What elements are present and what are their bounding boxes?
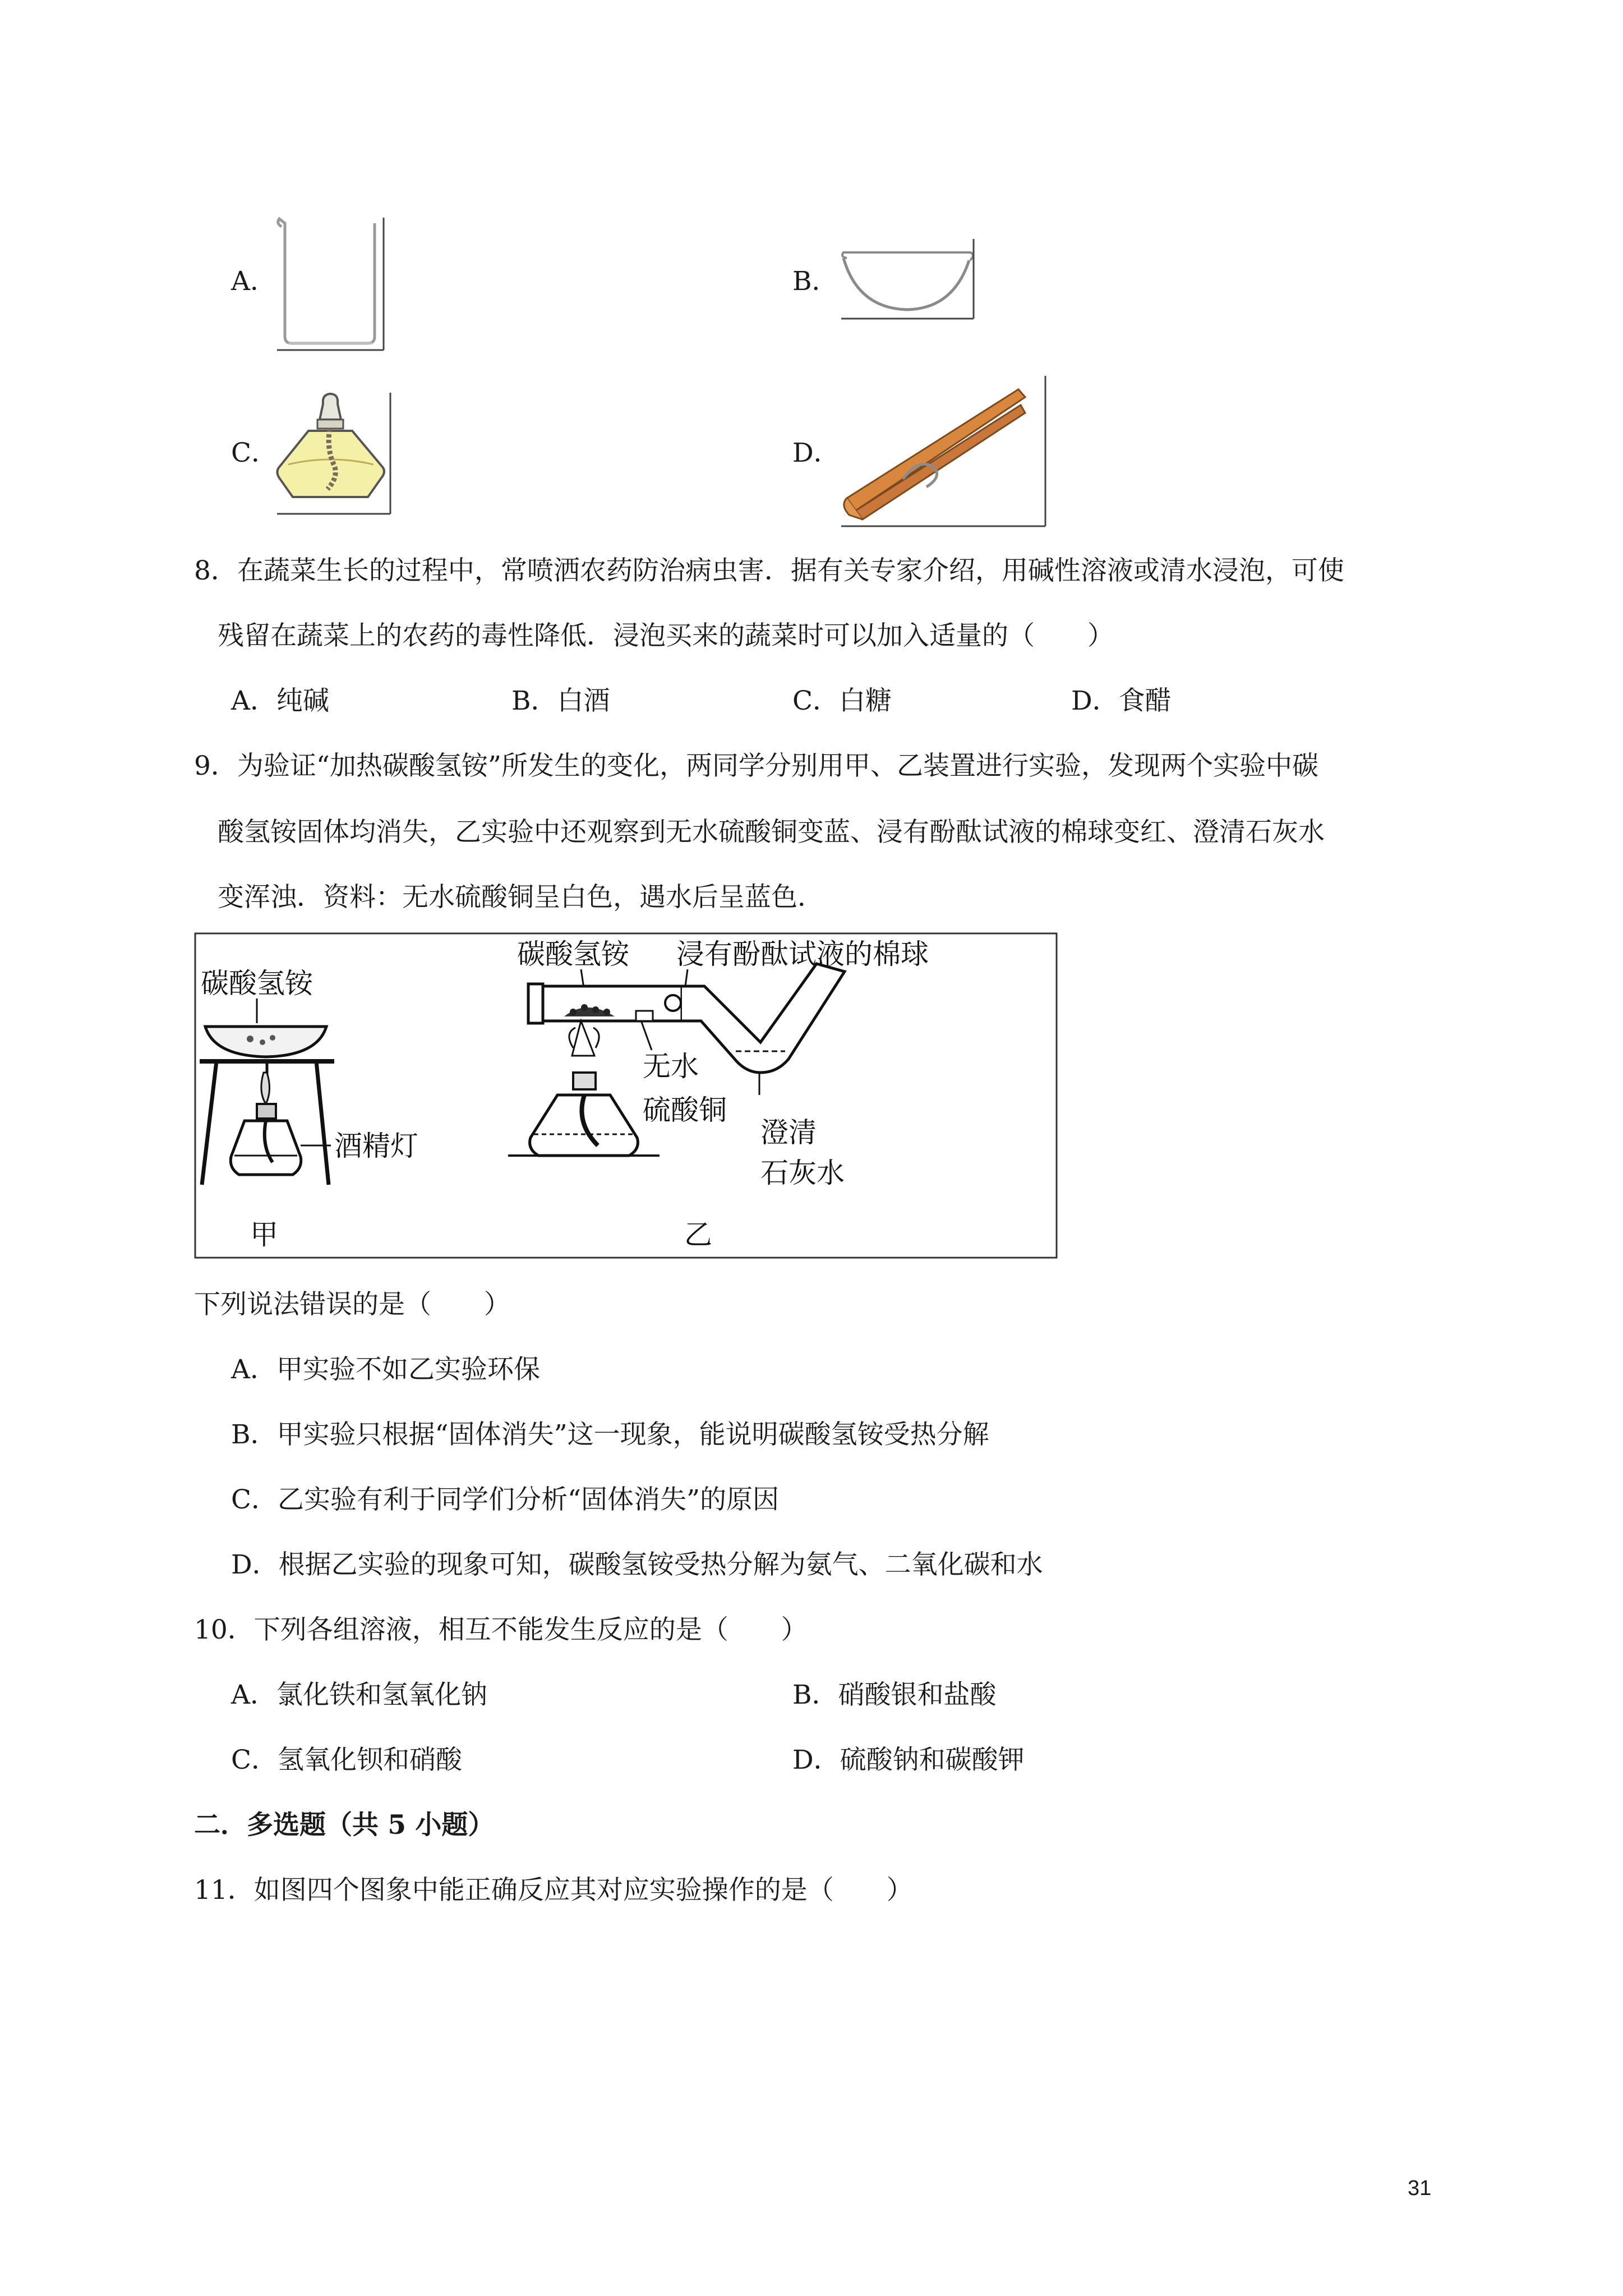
q9-option-c: C．乙实验有利于同学们分析“固体消失”的原因 — [231, 1484, 780, 1515]
label-jia: 甲 — [250, 1218, 278, 1251]
q8-stem-line2: 残留在蔬菜上的农药的毒性降低．浸泡买来的蔬菜时可以加入适量的（ ） — [218, 620, 1114, 651]
q7-option-a-label: A． — [231, 266, 276, 297]
label-jia-chemical: 碳酸氢铵 — [201, 967, 313, 1000]
q10-option-c: C．氢氧化钡和硝酸 — [231, 1745, 462, 1775]
label-limewater-2: 石灰水 — [760, 1157, 845, 1189]
label-cotton-ball: 浸有酚酞试液的棉球 — [676, 938, 929, 970]
q10-stem: 10．下列各组溶液，相互不能发生反应的是（ ） — [194, 1614, 808, 1645]
q8-option-a: A．纯碱 — [231, 685, 329, 716]
q8-stem-line1: 8．在蔬菜生长的过程中，常喷洒农药防治病虫害．据有关专家介绍，用碱性溶液或清水浸泡，可使 — [194, 555, 1344, 586]
q9-question: 下列说法错误的是（ ） — [194, 1289, 510, 1320]
label-alcohol-lamp: 酒精灯 — [334, 1130, 418, 1162]
label-yi-chemical: 碳酸氢铵 — [517, 938, 629, 970]
label-anhydrous: 无水 — [643, 1050, 699, 1083]
q9-stem-line3: 变浑浊．资料：无水硫酸铜呈白色，遇水后呈蓝色． — [218, 882, 824, 913]
page-number: 31 — [1408, 2177, 1432, 2200]
q9-stem-line1: 9．为验证“加热碳酸氢铵”所发生的变化，两同学分别用甲、乙装置进行实验，发现两个实验中碳 — [194, 751, 1318, 781]
q11-stem: 11．如图四个图象中能正确反应其对应实验操作的是（ ） — [194, 1875, 913, 1906]
alcohol-lamp-image — [271, 387, 393, 516]
q7-option-b-label: B． — [792, 266, 838, 297]
q7-option-c-label: C． — [231, 438, 278, 468]
q7-option-d-label: D． — [792, 438, 840, 468]
q8-option-d: D．食醋 — [1071, 685, 1172, 716]
q9-option-b: B．甲实验只根据“固体消失”这一现象，能说明碳酸氢铵受热分解 — [231, 1419, 989, 1450]
q9-option-a: A．甲实验不如乙实验环保 — [231, 1354, 540, 1385]
test-tube-holder-image — [836, 372, 1049, 530]
beaker-image — [274, 212, 386, 352]
q10-option-b: B．硝酸银和盐酸 — [792, 1680, 997, 1710]
label-limewater-1: 澄清 — [760, 1116, 817, 1149]
q9-option-d: D．根据乙实验的现象可知，碳酸氢铵受热分解为氨气、二氧化碳和水 — [231, 1549, 1043, 1580]
q8-option-c: C．白糖 — [792, 685, 892, 716]
q9-stem-line2: 酸氢铵固体均消失，乙实验中还观察到无水硫酸铜变蓝、浸有酚酞试液的棉球变红、澄清石灰水 — [218, 817, 1325, 848]
q10-option-a: A．氯化铁和氢氧化钠 — [231, 1680, 487, 1710]
experiment-figure — [194, 932, 1058, 1259]
q8-option-b: B．白酒 — [511, 685, 610, 716]
evaporating-dish-image — [836, 236, 976, 325]
label-copper-sulfate: 硫酸铜 — [643, 1094, 727, 1126]
label-yi: 乙 — [684, 1218, 712, 1251]
q10-option-d: D．硫酸钠和碳酸钾 — [792, 1745, 1025, 1775]
section-title: 二．多选题（共 5 小题） — [194, 1810, 495, 1841]
